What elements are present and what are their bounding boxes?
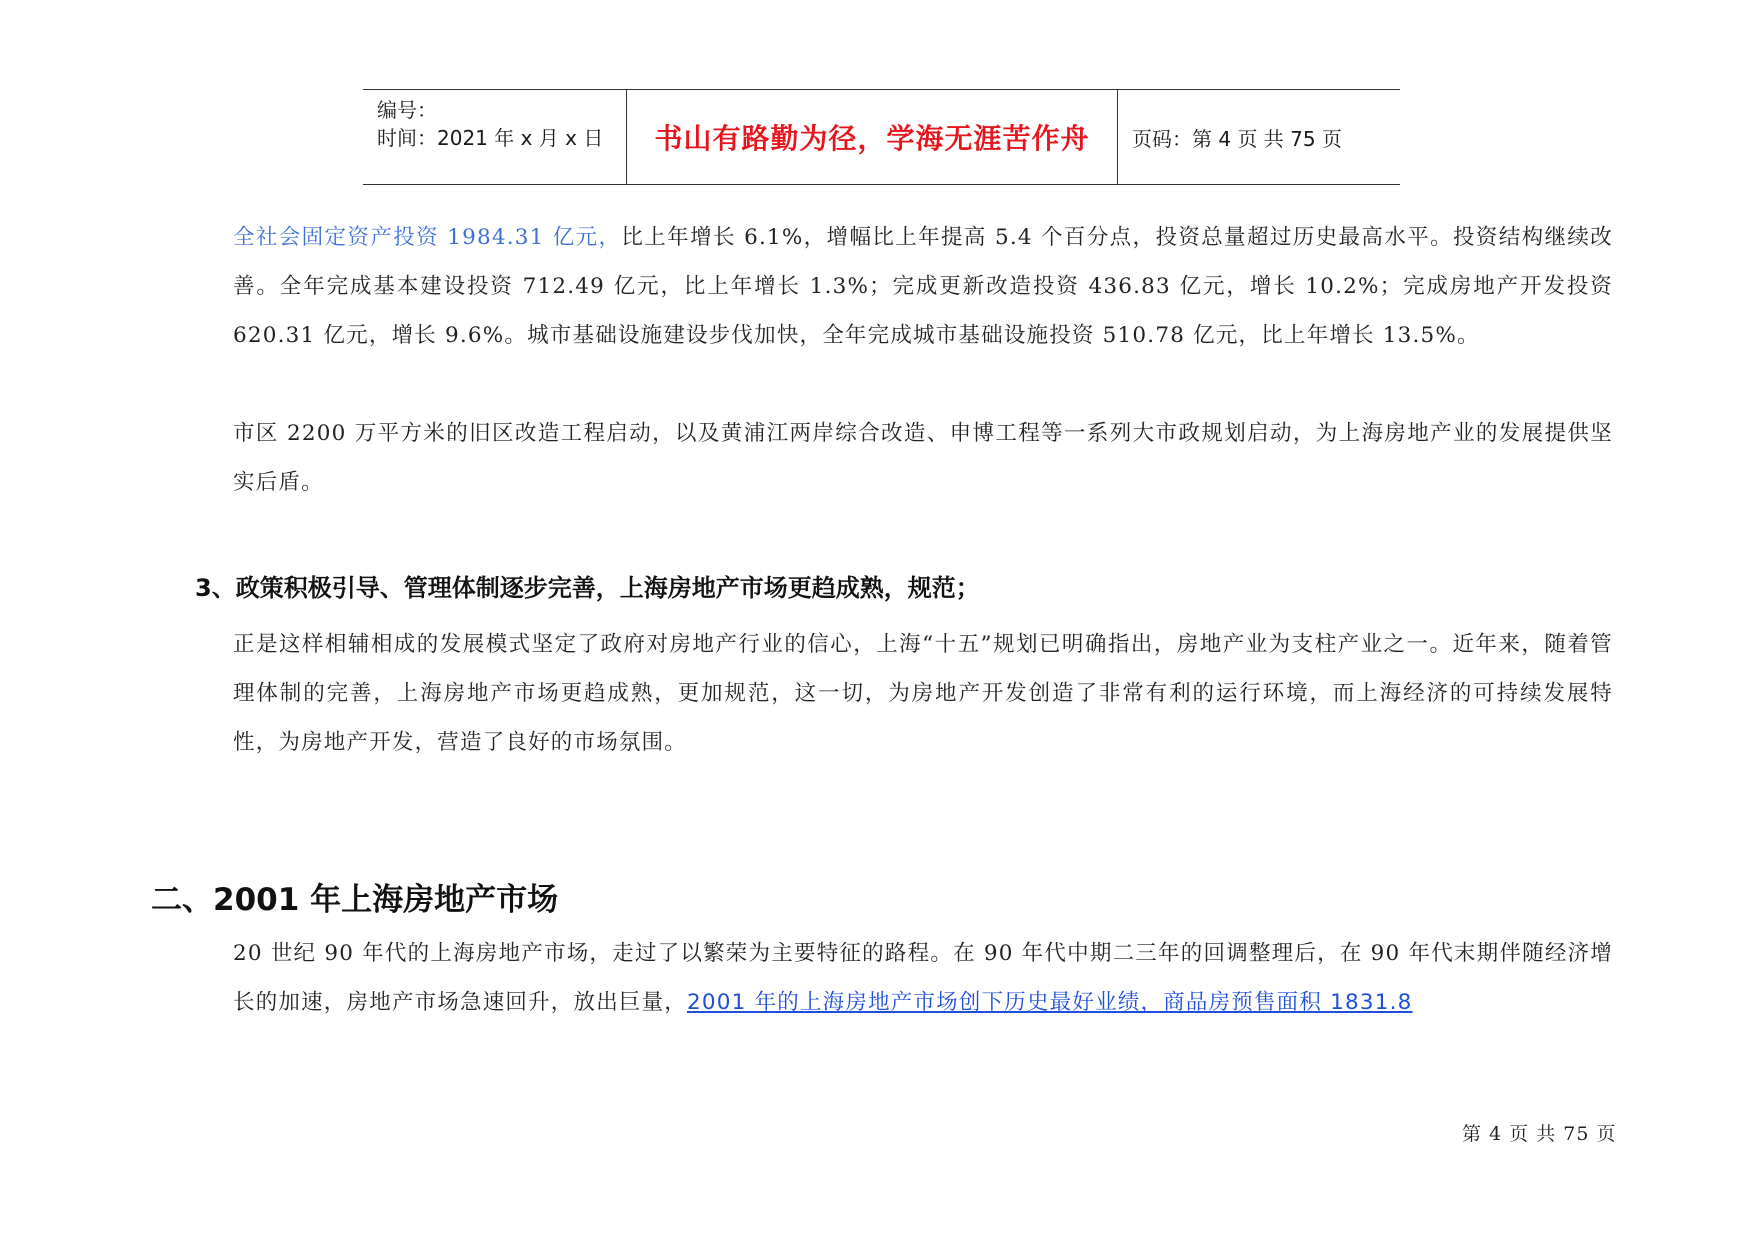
paragraph-text: 比上年增长 6.1%，增幅比上年提高 5.4 个百分点，投资总量超过历史最高水平。投资结构继续改善。全年完成基本建设投资 712.49 亿元，比上年增长 1.3%；完成更新改造投资 436.83 亿元，增长 10.2%；完成房地产开发投资 620.31 亿元，增长 9.6%。城市基础设施建设步伐加快，全年完成城市基础设施投资 510.78 亿元，比上年增长 13.5%。 xyxy=(233,225,1614,348)
paragraph-market-2001 xyxy=(233,929,1613,1027)
section-heading-3: 3、政策积极引导、管理体制逐步完善，上海房地产市场更趋成熟，规范； xyxy=(195,574,980,602)
paragraph-text: 20 世纪 90 年代的上海房地产市场，走过了以繁荣为主要特征的路程。在 90 年代中期二三年的回调整理后，在 90 年代末期伴随经济增长的加速，房地产市场急速回升，放出巨量， xyxy=(233,941,1613,1015)
header-info-cell xyxy=(363,90,627,184)
section-heading-2: 二、2001 年上海房地产市场 xyxy=(151,882,559,918)
header-motto: 书山有路勤为径，学海无涯苦作舟 xyxy=(654,122,1090,155)
header-number-label: 编号： xyxy=(377,98,437,122)
header-date-label: 时间：2021 年 x 月 x 日 xyxy=(377,126,604,150)
paragraph-investment xyxy=(233,213,1613,360)
highlighted-text: 全社会固定资产投资 1984.31 亿元， xyxy=(233,225,622,250)
paragraph-policy: 正是这样相辅相成的发展模式坚定了政府对房地产行业的信心，上海“十五”规划已明确指出，房地产业为支柱产业之一。近年来，随着管理体制的完善，上海房地产市场更趋成熟，更加规范，这一切，为房地产开发创造了非常有利的运行环境，而上海经济的可持续发展特性，为房地产开发，营造了良好的市场氛围。 xyxy=(233,632,1613,755)
paragraph-renovation: 市区 2200 万平方米的旧区改造工程启动，以及黄浦江两岸综合改造、申博工程等一系列大市政规划启动，为上海房地产业的发展提供坚实后盾。 xyxy=(233,421,1613,495)
market-record-link[interactable]: 2001 年的上海房地产市场创下历史最好业绩，商品房预售面积 1831.8 xyxy=(687,990,1413,1015)
header-page-code: 页码：第 4 页 共 75 页 xyxy=(1132,126,1342,151)
page-footer: 第 4 页 共 75 页 xyxy=(1462,1123,1617,1145)
header-page-cell xyxy=(1118,90,1400,184)
header-motto-cell xyxy=(627,90,1118,184)
page-header xyxy=(363,89,1400,185)
